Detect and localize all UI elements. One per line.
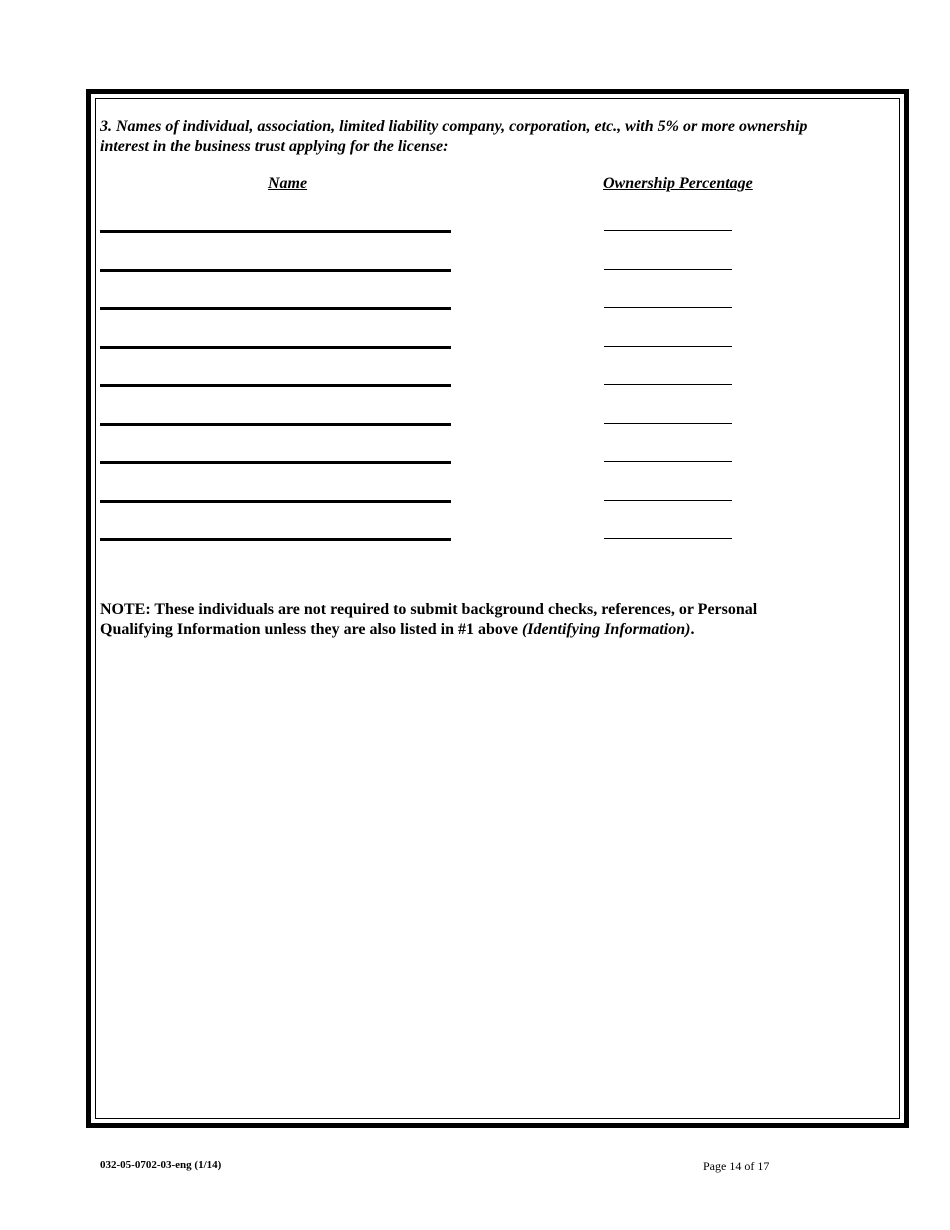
question-3-text: 3. Names of individual, association, limited liability company, corporation, etc., with 5% or more ownership interest in the business trust applying for the license:: [100, 118, 808, 155]
name-field-7[interactable]: [100, 461, 451, 464]
note-paragraph: [100, 600, 830, 640]
name-field-3[interactable]: [100, 307, 451, 310]
form-id: 032-05-0702-03-eng (1/14): [100, 1159, 222, 1171]
ownership-percentage-field-2[interactable]: [604, 269, 732, 270]
note-italic-text: (Identifying Information): [521, 621, 691, 638]
ownership-percentage-field-4[interactable]: [604, 346, 732, 347]
note-main-text: NOTE: These individuals are not required to submit background checks, references, or Personal Qualifying Information unless they are also listed in #1 above: [100, 601, 758, 638]
name-field-6[interactable]: [100, 423, 451, 426]
note-end-text: .: [690, 621, 695, 638]
ownership-percentage-field-1[interactable]: [604, 230, 732, 231]
ownership-percentage-column-header: Ownership Percentage: [603, 175, 753, 192]
ownership-percentage-field-3[interactable]: [604, 307, 732, 308]
name-field-4[interactable]: [100, 346, 451, 349]
ownership-percentage-field-8[interactable]: [604, 500, 732, 501]
name-field-5[interactable]: [100, 384, 451, 387]
ownership-percentage-field-7[interactable]: [604, 461, 732, 462]
ownership-percentage-field-9[interactable]: [604, 538, 732, 539]
name-field-9[interactable]: [100, 538, 451, 541]
ownership-percentage-field-5[interactable]: [604, 384, 732, 385]
name-field-2[interactable]: [100, 269, 451, 272]
ownership-percentage-field-6[interactable]: [604, 423, 732, 424]
name-field-8[interactable]: [100, 500, 451, 503]
page-number: Page 14 of 17: [703, 1159, 770, 1173]
name-field-1[interactable]: [100, 230, 451, 233]
name-column-header: Name: [268, 175, 308, 192]
